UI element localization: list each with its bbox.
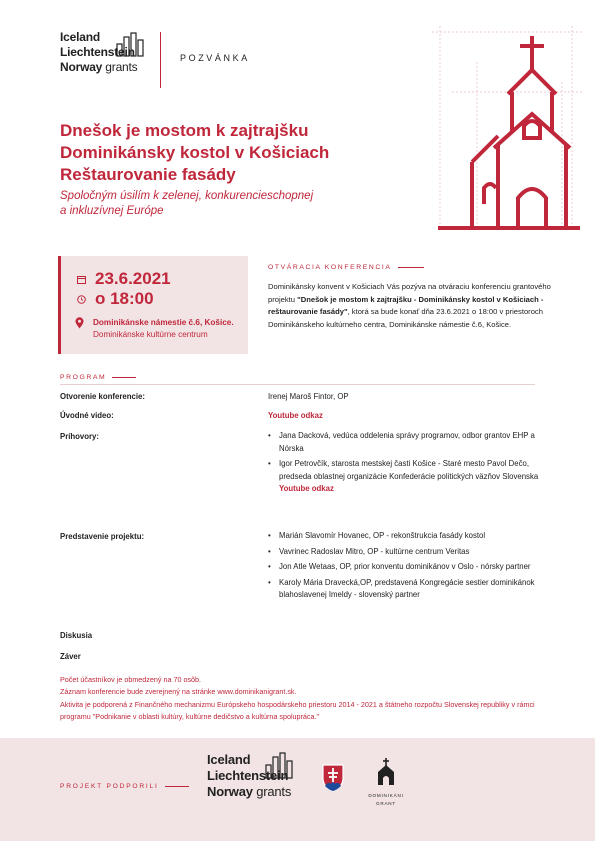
note-funding: Aktivita je podporená z Finančného mechanizmu Európskeho hospodárskeho priestoru 2014 - 2021 a štátneho rozpočtu Slovenskej republiky v rámci programu "Podnikanie v oblasti kultúry, kultúrne dedičstvo a kultúrna spolupráca." [60,699,535,722]
opening-heading-text: OTVÁRACIA KONFERENCIA [268,264,392,271]
subtitle-line-1: Spoločným úsilím k zelenej, konkurencieschopnej [60,190,314,202]
logo-line-iceland: Iceland [60,30,100,44]
list-item: • Karoly Mária Dravecká,OP, predstavená Kongregácie sestier dominikánok blahoslavenej Imeldy - slovenský partner [268,577,558,602]
event-date: 23.6.2021 [95,269,171,288]
opening-paragraph [268,281,568,331]
opening-project-name: "Dnešok je mostom k zajtrajšku - Dominikánsky kostol v Košiciach - reštaurovanie fasády" [268,294,544,317]
opening-label: Otvorenie konferencie: [60,392,145,401]
footer-logo-iceland: Iceland [207,752,251,767]
intro-video-link[interactable]: Youtube odkaz [268,411,323,420]
calendar-icon [75,275,87,284]
footnotes [60,674,540,724]
invitation-label: POZVÁNKA [180,53,250,63]
header-divider [160,32,161,88]
event-info-box [58,256,248,354]
document-title [60,120,400,186]
project-intro-list [268,530,558,605]
title-line-3: Reštaurovanie fasády [60,165,236,184]
supporters-heading-text: PROJEKT PODPORILI [60,783,159,790]
footer-logo-liechtenstein: Liechtenstein [207,768,289,783]
discussion-label: Diskusia [60,631,93,640]
logo-line-liechtenstein: Liechtenstein [60,45,135,59]
program-heading [60,374,136,381]
dominikani-label: DOMINIKÁNI [368,793,404,798]
intro-video-label: Úvodné video: [60,411,114,420]
clock-icon [75,295,87,304]
opening-speaker: Irenej Maroš Fintor, OP [268,392,349,401]
footer-logo-norway: Norway [207,784,253,799]
event-venue: Dominikánske kultúrne centrum [93,330,208,339]
opening-heading [268,264,424,271]
grant-label: GRANT [375,801,397,806]
event-time: o 18:00 [95,289,154,308]
church-logo-icon [375,758,397,786]
document-subtitle [60,189,390,219]
program-divider [60,384,535,385]
list-item: • Igor Petrovčík, starosta mestskej časti Košice - Staré mesto Pavol Dečo, predseda oblastnej organizácie Konfederácie politických väzňov Slovenska Youtube odkaz [268,458,558,496]
title-line-1: Dnešok je mostom k zajtrajšku [60,121,309,140]
speeches-youtube-link[interactable]: Youtube odkaz [279,484,334,494]
conclusion-label: Záver [60,652,81,661]
church-illustration [432,22,582,234]
supporters-heading [60,783,189,790]
program-heading-text: PROGRAM [60,374,107,381]
title-line-2: Dominikánsky kostol v Košiciach [60,143,330,162]
logo-line-grants: grants [105,60,138,74]
location-pin-icon [75,317,87,341]
footer-logo-grants: grants [256,784,292,799]
note-recording: Záznam konferencie bude zverejnený na stránke www.dominikanigrant.sk. [60,687,297,697]
eea-grants-logo [60,30,170,75]
opening-text-a: Dominikánsky konvent v Košiciach Vás pozýva na otváraciu konferenciu grantového projektu [268,282,551,304]
project-intro-label: Predstavenie projektu: [60,532,145,541]
list-item: • Jon Atle Wetaas, OP, prior konventu dominikánov v Oslo - nórsky partner [268,561,558,574]
slovak-coat-of-arms-icon [322,764,344,792]
speeches-label: Príhovory: [60,432,99,441]
note-capacity: Počet účastníkov je obmedzený na 70 osôb. [60,675,202,684]
opening-text-c: , ktorá sa bude konať dňa 23.6.2021 o 18:00 v priestoroch Dominikánskeho kultúrneho centra, Dominikánske námestie č.6, Košice. [268,307,543,329]
list-item: • Vavrinec Radoslav Mitro, OP - kultúrne centrum Veritas [268,546,558,559]
event-address: Dominikánske námestie č.6, Košice. [93,318,234,327]
list-item: • Jana Dacková, vedúca oddelenia správy programov, odbor grantov EHP a Nórska [268,430,558,455]
grants-bars-icon [265,752,295,780]
speeches-list [268,430,558,499]
list-item: • Marián Slavomír Hovanec, OP - rekonštrukcia fasády kostol [268,530,558,543]
dominikani-grant-logo [356,758,416,807]
eea-grants-footer-logo [207,752,291,800]
logo-line-norway: Norway [60,60,103,74]
subtitle-line-2: a inkluzívnej Európe [60,205,164,217]
grants-bars-icon [116,32,144,58]
